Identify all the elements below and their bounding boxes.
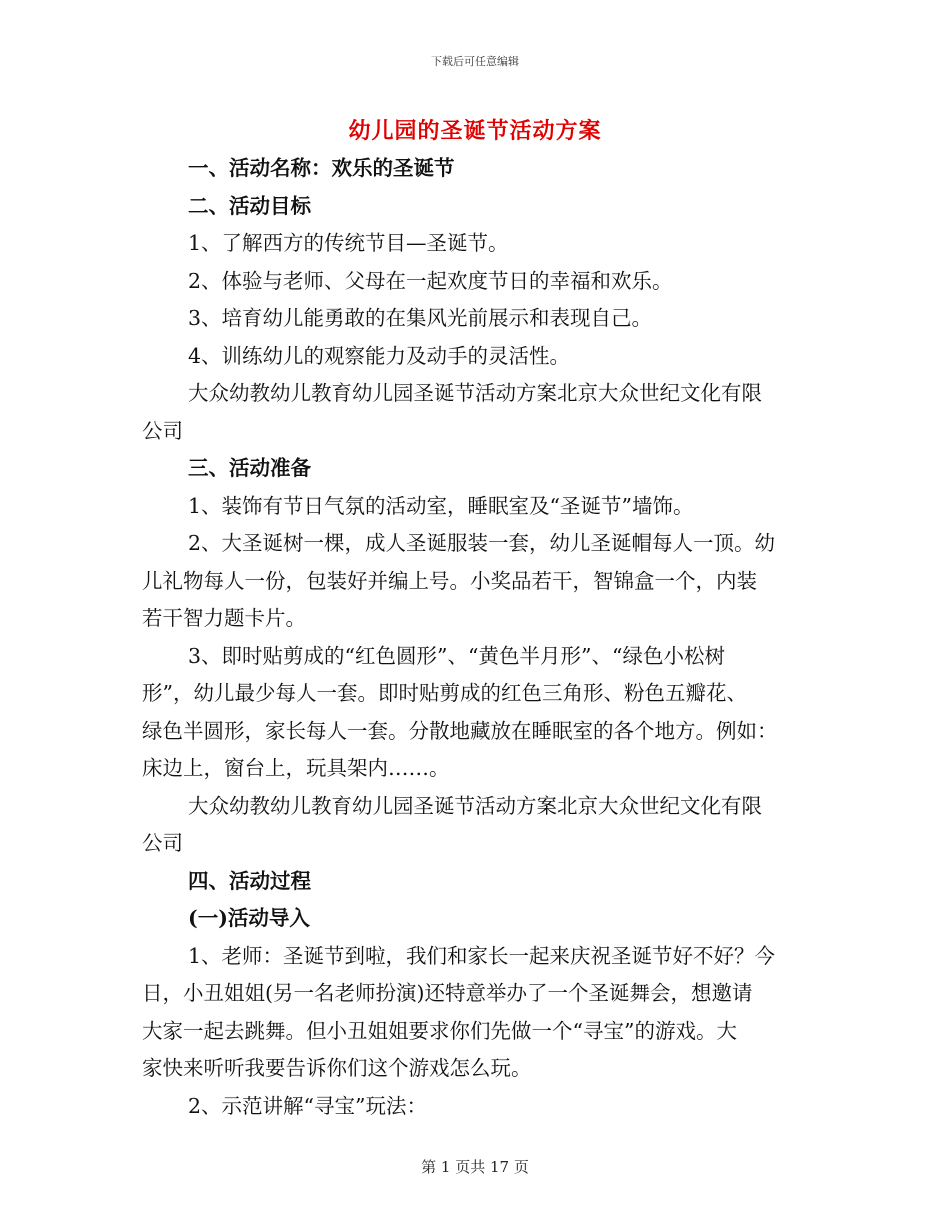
paragraph-line: 3、即时贴剪成的“红色圆形”、“黄色半月形”、“绿色小松树 xyxy=(188,643,725,668)
section-heading: 三、活动准备 xyxy=(188,456,311,480)
paragraph-line: 3、培育幼儿能勇敢的在集风光前展示和表现自己。 xyxy=(188,306,653,330)
paragraph-line: 儿礼物每人一份，包装好并编上号。小奖品若干，智锦盒一个，内装 xyxy=(142,568,757,593)
paragraph-line: 若干智力题卡片。 xyxy=(142,606,306,630)
paragraph-line: 2、体验与老师、父母在一起欢度节日的幸福和欢乐。 xyxy=(188,268,673,293)
paragraph-line: 2、大圣诞树一棵，成人圣诞服装一套，幼儿圣诞帽每人一顶。幼 xyxy=(188,531,776,555)
paragraph-line: 1、装饰有节日气氛的活动室，睡眠室及“圣诞节”墙饰。 xyxy=(188,493,694,518)
document-body xyxy=(142,150,812,1125)
subsection-heading: (一)活动导入 xyxy=(188,906,310,930)
section-heading: 四、活动过程 xyxy=(188,868,311,893)
paragraph-line: 家快来听听我要告诉你们这个游戏怎么玩。 xyxy=(142,1056,532,1080)
paragraph-line: 床边上，窗台上，玩具架内……。 xyxy=(142,756,450,780)
paragraph-line: 4、训练幼儿的观察能力及动手的灵活性。 xyxy=(188,343,571,368)
paragraph-line: 大家一起去跳舞。但小丑姐姐要求你们先做一个“寻宝”的游戏。大 xyxy=(142,1018,737,1043)
section-heading: 一、活动名称：欢乐的圣诞节 xyxy=(188,156,455,180)
page-header: 下载后可任意编辑 xyxy=(431,55,519,68)
paragraph-line: 1、老师：圣诞节到啦，我们和家长一起来庆祝圣诞节好不好？今 xyxy=(188,943,776,968)
page-footer: 第 1 页共 17 页 xyxy=(421,1158,529,1176)
paragraph-line: 1、了解西方的传统节目—圣诞节。 xyxy=(188,231,509,255)
paragraph-line: 2、示范讲解“寻宝”玩法： xyxy=(188,1093,428,1118)
paragraph-line: 公司 xyxy=(142,831,183,855)
document-title: 幼儿园的圣诞节活动方案 xyxy=(348,118,602,144)
paragraph-line: 大众幼教幼儿教育幼儿园圣诞节活动方案北京大众世纪文化有限 xyxy=(188,793,762,818)
section-heading: 二、活动目标 xyxy=(188,193,311,218)
paragraph-line: 大众幼教幼儿教育幼儿园圣诞节活动方案北京大众世纪文化有限 xyxy=(188,381,762,405)
paragraph-line: 形”，幼儿最少每人一套。即时贴剪成的红色三角形、粉色五瓣花、 xyxy=(142,681,747,705)
paragraph-line: 公司 xyxy=(142,418,183,443)
paragraph-line: 绿色半圆形，家长每人一套。分散地藏放在睡眠室的各个地方。例如： xyxy=(142,718,778,743)
paragraph-line: 日，小丑姐姐(另一名老师扮演)还特意举办了一个圣诞舞会，想邀请 xyxy=(142,981,753,1005)
